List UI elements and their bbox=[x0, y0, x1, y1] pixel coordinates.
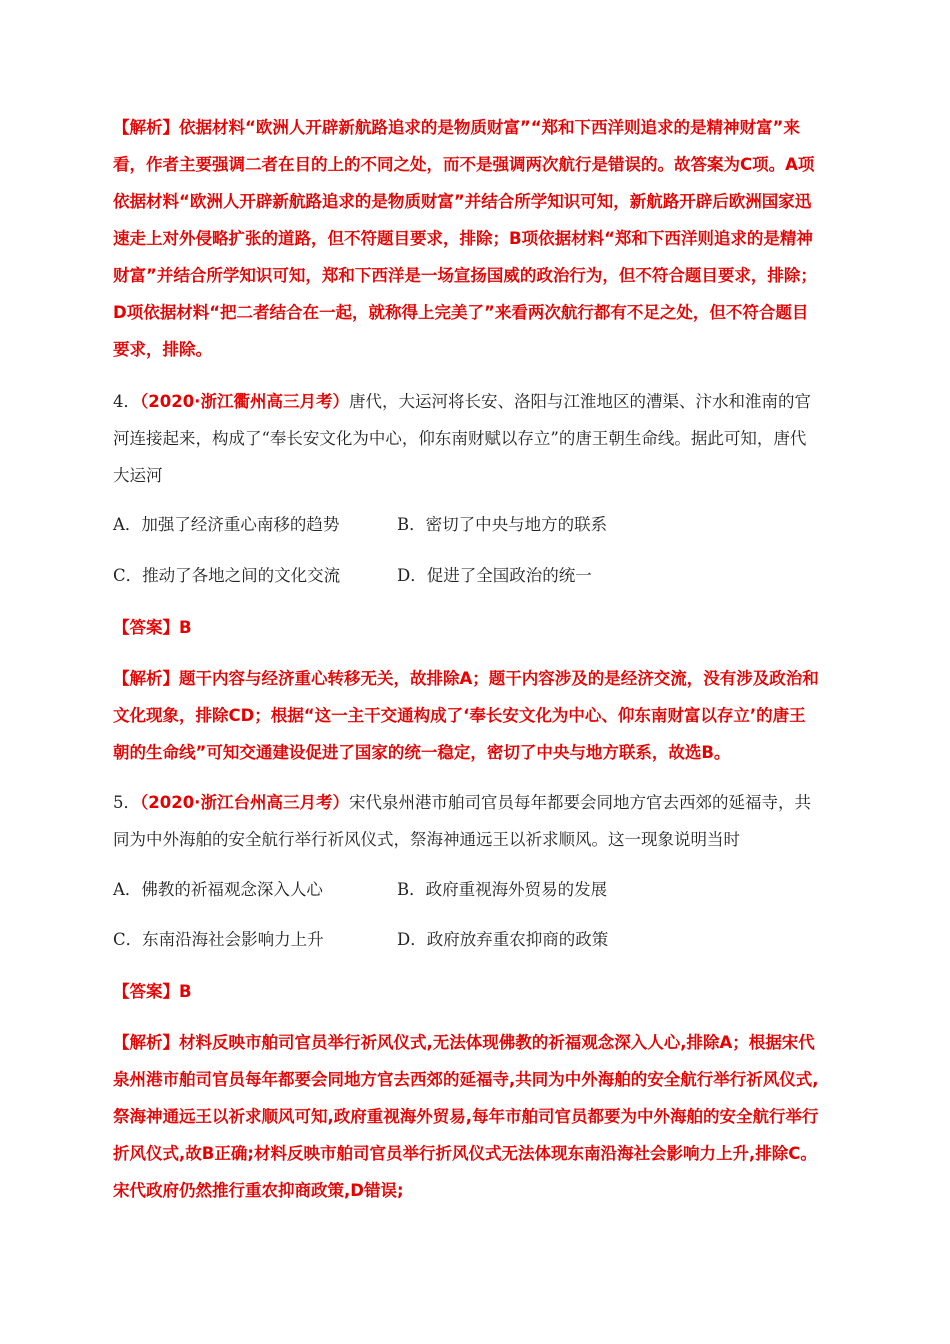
analysis-line: 【解析】依据材料“欧洲人开辟新航路追求的是物质财富”“郑和下西洋则追求的是精神财富”来 bbox=[113, 118, 800, 137]
question-text: 同为中外海舶的安全航行举行祈风仪式，祭海神通远王以祈求顺风。这一现象说明当时 bbox=[113, 830, 740, 849]
analysis-line: 泉州港市舶司官员每年都要会同地方官去西郊的延福寺,共同为中外海舶的安全航行举行祈风仪式, bbox=[113, 1070, 819, 1089]
analysis-line: 看，作者主要强调二者在目的上的不同之处，而不是强调两次航行是错误的。故答案为C项。A项 bbox=[113, 155, 815, 174]
q5-option-c: C．东南沿海社会影响力上升 bbox=[113, 930, 324, 949]
question-text: 河连接起来，构成了“奉长安文化为中心，仰东南财赋以存立”的唐王朝生命线。据此可知，唐代 bbox=[113, 429, 807, 448]
analysis-line: 【解析】题干内容与经济重心转移无关，故排除A；题干内容涉及的是经济交流，没有涉及政治和 bbox=[113, 669, 819, 688]
q4-option-a: A．加强了经济重心南移的趋势 bbox=[113, 515, 340, 534]
q5-option-b: B．政府重视海外贸易的发展 bbox=[397, 880, 608, 899]
q4-option-d: D．促进了全国政治的统一 bbox=[397, 566, 592, 585]
q4-answer bbox=[113, 609, 843, 646]
question-source: （2020·浙江台州高三月考） bbox=[140, 793, 349, 812]
analysis-line: 文化现象，排除CD；根据“这一主干交通构成了‘奉长安文化为中心、仰东南财富以存立’的唐王 bbox=[113, 706, 806, 725]
q5-analysis bbox=[113, 1024, 843, 1209]
analysis-line: 折风仪式,故B正确;材料反映市舶司官员举行折风仪式无法体现东南沿海社会影响力上升,排除C。 bbox=[113, 1144, 817, 1163]
q5-answer bbox=[113, 973, 843, 1010]
analysis-line: D项依据材料“把二者结合在一起，就称得上完美了”来看两次航行都有不足之处，但不符合题目 bbox=[113, 303, 809, 322]
question-text: 唐代，大运河将长安、洛阳与江淮地区的漕渠、汴水和淮南的官 bbox=[348, 392, 811, 411]
question-5 bbox=[113, 784, 843, 858]
q5-option-d: D．政府放弃重农抑商的政策 bbox=[397, 930, 609, 949]
q5-option-a: A．佛教的祈福观念深入人心 bbox=[113, 880, 323, 899]
analysis-line: 依据材料“欧洲人开辟新航路追求的是物质财富”并结合所学知识可知，新航路开辟后欧洲国家迅 bbox=[113, 192, 812, 211]
analysis-line: 速走上对外侵略扩张的道路，但不符题目要求，排除；B项依据材料“郑和下西洋则追求的是精神 bbox=[113, 229, 813, 248]
answer-text: 【答案】B bbox=[113, 982, 192, 1001]
question-number: 5． bbox=[113, 793, 140, 812]
analysis-q3 bbox=[113, 109, 843, 368]
question-source: （2020·浙江衢州高三月考） bbox=[140, 392, 349, 411]
question-number: 4． bbox=[113, 392, 140, 411]
question-text: 大运河 bbox=[113, 466, 163, 485]
q4-analysis bbox=[113, 660, 843, 771]
analysis-line: 宋代政府仍然推行重农抑商政策,D错误; bbox=[113, 1181, 404, 1200]
answer-text: 【答案】B bbox=[113, 618, 192, 637]
q4-option-c: C．推动了各地之间的文化交流 bbox=[113, 566, 341, 585]
analysis-line: 祭海神通远王以祈求顺风可知,政府重视海外贸易,每年市舶司官员都要为中外海舶的安全航行举行 bbox=[113, 1107, 819, 1126]
question-text: 宋代泉州港市舶司官员每年都要会同地方官去西郊的延福寺，共 bbox=[348, 793, 811, 812]
question-4 bbox=[113, 383, 843, 494]
analysis-line: 【解析】材料反映市舶司官员举行祈风仪式,无法体现佛教的祈福观念深入人心,排除A；根据宋代 bbox=[113, 1033, 815, 1052]
analysis-line: 财富”并结合所学知识可知，郑和下西洋是一场宣扬国威的政治行为，但不符合题目要求，排除； bbox=[113, 266, 817, 285]
analysis-line: 要求，排除。 bbox=[113, 340, 212, 359]
analysis-line: 朝的生命线”可知交通建设促进了国家的统一稳定，密切了中央与地方联系，故选B。 bbox=[113, 743, 731, 762]
q4-option-b: B．密切了中央与地方的联系 bbox=[397, 515, 608, 534]
